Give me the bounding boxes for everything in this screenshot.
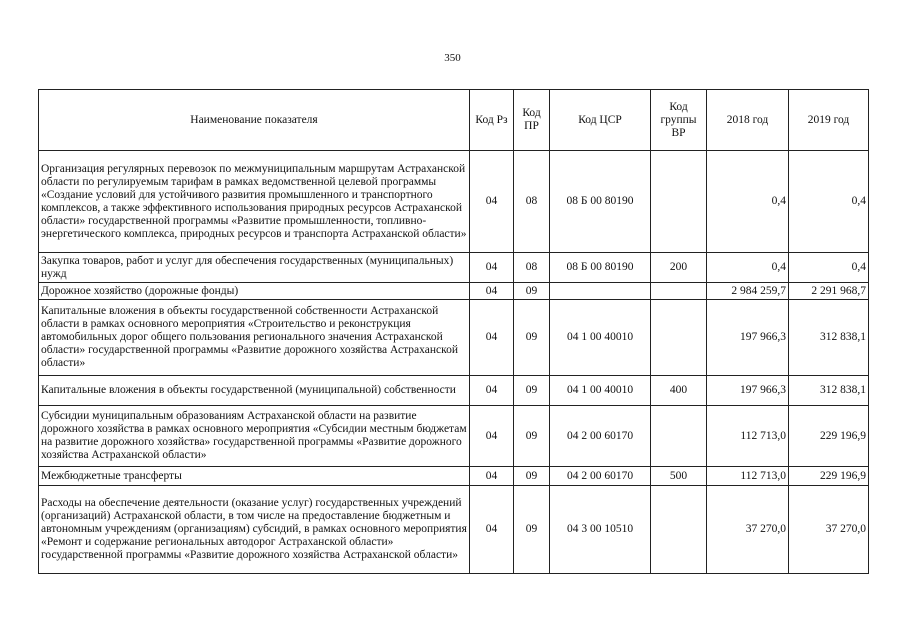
table-row (39, 253, 869, 283)
row-vr (651, 300, 707, 376)
header-pr: Код ПР (514, 90, 550, 151)
row-csr: 04 3 00 10510 (550, 486, 651, 574)
row-2019: 312 838,1 (789, 300, 869, 376)
row-name: Межбюджетные трансферты (39, 467, 470, 486)
header-rz: Код Рз (470, 90, 514, 151)
row-pr: 08 (514, 253, 550, 283)
header-vr: Код группы ВР (651, 90, 707, 151)
header-2018: 2018 год (707, 90, 789, 151)
row-2019: 0,4 (789, 253, 869, 283)
row-pr: 09 (514, 406, 550, 467)
table-row (39, 376, 869, 406)
row-2019: 312 838,1 (789, 376, 869, 406)
row-2018: 197 966,3 (707, 300, 789, 376)
row-2018: 112 713,0 (707, 467, 789, 486)
row-rz: 04 (470, 467, 514, 486)
row-2018: 0,4 (707, 151, 789, 253)
budget-table (38, 89, 869, 574)
row-rz: 04 (470, 486, 514, 574)
row-pr: 09 (514, 300, 550, 376)
row-rz: 04 (470, 253, 514, 283)
table-row (39, 151, 869, 253)
row-pr: 09 (514, 376, 550, 406)
row-pr: 09 (514, 467, 550, 486)
table-row (39, 406, 869, 467)
row-name: Расходы на обеспечение деятельности (оказание услуг) государственных учреждений (организаций) Астраханской области, в том числе на предоставление бюджетным и автономным учреждениям (организациям) субсидий, в рамках основного мероприятия «Ремонт и содержание региональных автодорог Астраханской области» государственной программы «Развитие дорожного хозяйства Астраханской области» (39, 486, 470, 574)
row-2018: 0,4 (707, 253, 789, 283)
row-csr: 04 1 00 40010 (550, 376, 651, 406)
row-2019: 0,4 (789, 151, 869, 253)
row-name: Дорожное хозяйство (дорожные фонды) (39, 283, 470, 300)
row-vr (651, 406, 707, 467)
row-name: Капитальные вложения в объекты государственной собственности Астраханской области в рамках основного мероприятия «Строительство и реконструкция автомобильных дорог общего пользования регионального значения Астраханской области» государственной программы «Развитие дорожного хозяйства Астраханской области» (39, 300, 470, 376)
table-row (39, 467, 869, 486)
row-2019: 229 196,9 (789, 467, 869, 486)
row-rz: 04 (470, 283, 514, 300)
row-name: Организация регулярных перевозок по межмуниципальным маршрутам Астраханской области по регулируемым тарифам в рамках ведомственной целевой программы «Создание условий для устойчивого развития промышленного и транспортного комплексов, а также эффективного использования природных ресурсов Астраханской области» государственной программы «Развитие промышленности, топливно-энергетического комплекса, природных ресурсов и транспорта Астраханской области» (39, 151, 470, 253)
row-2018: 2 984 259,7 (707, 283, 789, 300)
table-header-row (39, 90, 869, 151)
row-2019: 37 270,0 (789, 486, 869, 574)
row-csr: 04 2 00 60170 (550, 467, 651, 486)
row-csr: 04 2 00 60170 (550, 406, 651, 467)
row-2018: 112 713,0 (707, 406, 789, 467)
header-csr: Код ЦСР (550, 90, 651, 151)
row-pr: 09 (514, 486, 550, 574)
table-row (39, 283, 869, 300)
row-rz: 04 (470, 406, 514, 467)
row-rz: 04 (470, 376, 514, 406)
row-csr: 08 Б 00 80190 (550, 151, 651, 253)
table-row (39, 486, 869, 574)
row-csr: 04 1 00 40010 (550, 300, 651, 376)
row-vr (651, 151, 707, 253)
row-name: Закупка товаров, работ и услуг для обеспечения государственных (муниципальных) нужд (39, 253, 470, 283)
row-2018: 37 270,0 (707, 486, 789, 574)
row-rz: 04 (470, 300, 514, 376)
header-2019: 2019 год (789, 90, 869, 151)
row-vr: 500 (651, 467, 707, 486)
header-name: Наименование показателя (39, 90, 470, 151)
row-pr: 09 (514, 283, 550, 300)
row-2019: 2 291 968,7 (789, 283, 869, 300)
row-2019: 229 196,9 (789, 406, 869, 467)
row-rz: 04 (470, 151, 514, 253)
row-pr: 08 (514, 151, 550, 253)
page-number: 350 (444, 52, 461, 64)
row-2018: 197 966,3 (707, 376, 789, 406)
row-vr (651, 283, 707, 300)
row-name: Капитальные вложения в объекты государственной (муниципальной) собственности (39, 376, 470, 406)
table-row (39, 300, 869, 376)
row-vr: 400 (651, 376, 707, 406)
row-csr (550, 283, 651, 300)
row-name: Субсидии муниципальным образованиям Астраханской области на развитие дорожного хозяйства в рамках основного мероприятия «Субсидии местным бюджетам на развитие дорожного хозяйства» государственной программы «Развитие дорожного хозяйства Астраханской области» (39, 406, 470, 467)
row-vr: 200 (651, 253, 707, 283)
row-csr: 08 Б 00 80190 (550, 253, 651, 283)
row-vr (651, 486, 707, 574)
